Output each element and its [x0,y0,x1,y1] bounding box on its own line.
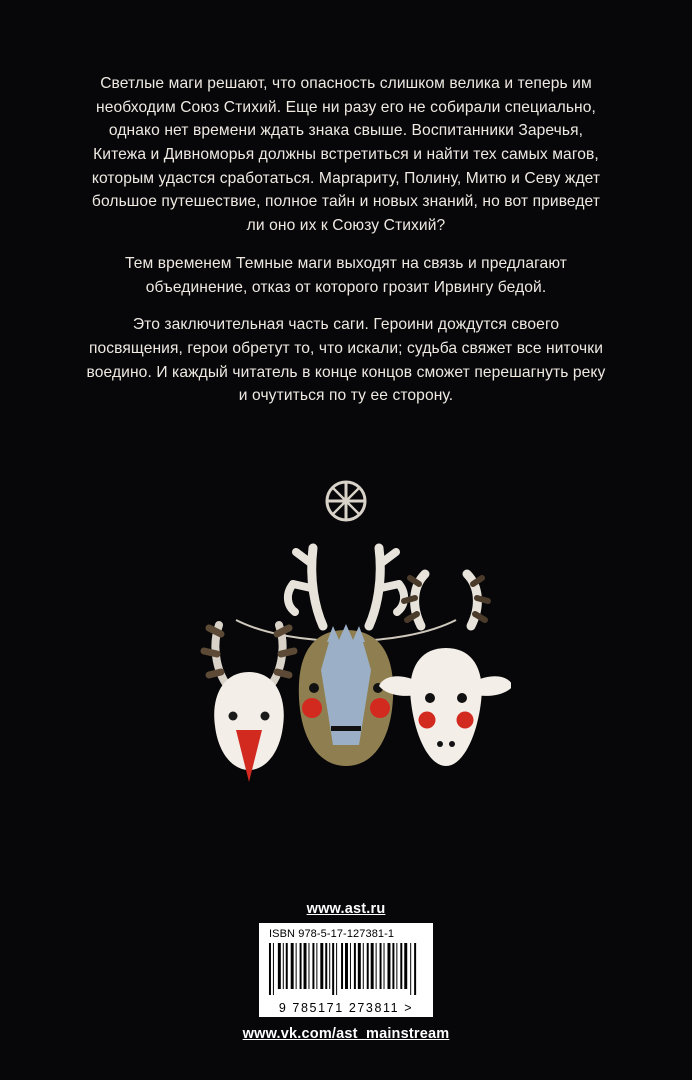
animal-masks-illustration [181,530,511,820]
isbn-label: ISBN 978-5-17-127381-1 [269,928,395,940]
blurb-paragraph-1: Светлые маги решают, что опасность слишком велика и теперь им необходим Союз Стихий. Еще ни разу его не собирали специально, однако нет времени ждать знака свыше. Воспитанники Заречья, Китежа и Дивноморья должны встретиться и найти тех самых магов, которым удастся сработаться. Маргариту, Полину, Митю и Севу ждет большое путешествие, полное тайн и новых знаний, но вот приведет ли оно их к Союзу Стихий? [91,75,601,235]
blurb-text [86,72,606,408]
barcode [259,923,433,1017]
vk-page-link[interactable]: www.vk.com/ast_mainstream [242,1026,450,1042]
goat-mask [379,574,511,766]
footer [0,901,692,1042]
bird-mask [204,625,294,782]
blurb-paragraph-2: Тем временем Темные маги выходят на связь и предлагают объединение, отказ от которого грозит Ирвингу бедой. [124,254,568,296]
publisher-site-link[interactable]: www.ast.ru [306,901,386,917]
blurb-paragraph-3: Это заключительная часть саги. Героини дождутся своего посвящения, герои обретут то, что искали; судьба свяжет все ниточки воедино. И каждый читатель в конце концов сможет перешагнуть реку и очутиться по ту ее сторону. [86,316,606,405]
barcode-number: 9 785171 273811 > [278,1001,414,1015]
barcode-bars [267,943,425,995]
wheel-cross-emblem-icon [323,478,369,524]
deer-mask [288,548,404,766]
